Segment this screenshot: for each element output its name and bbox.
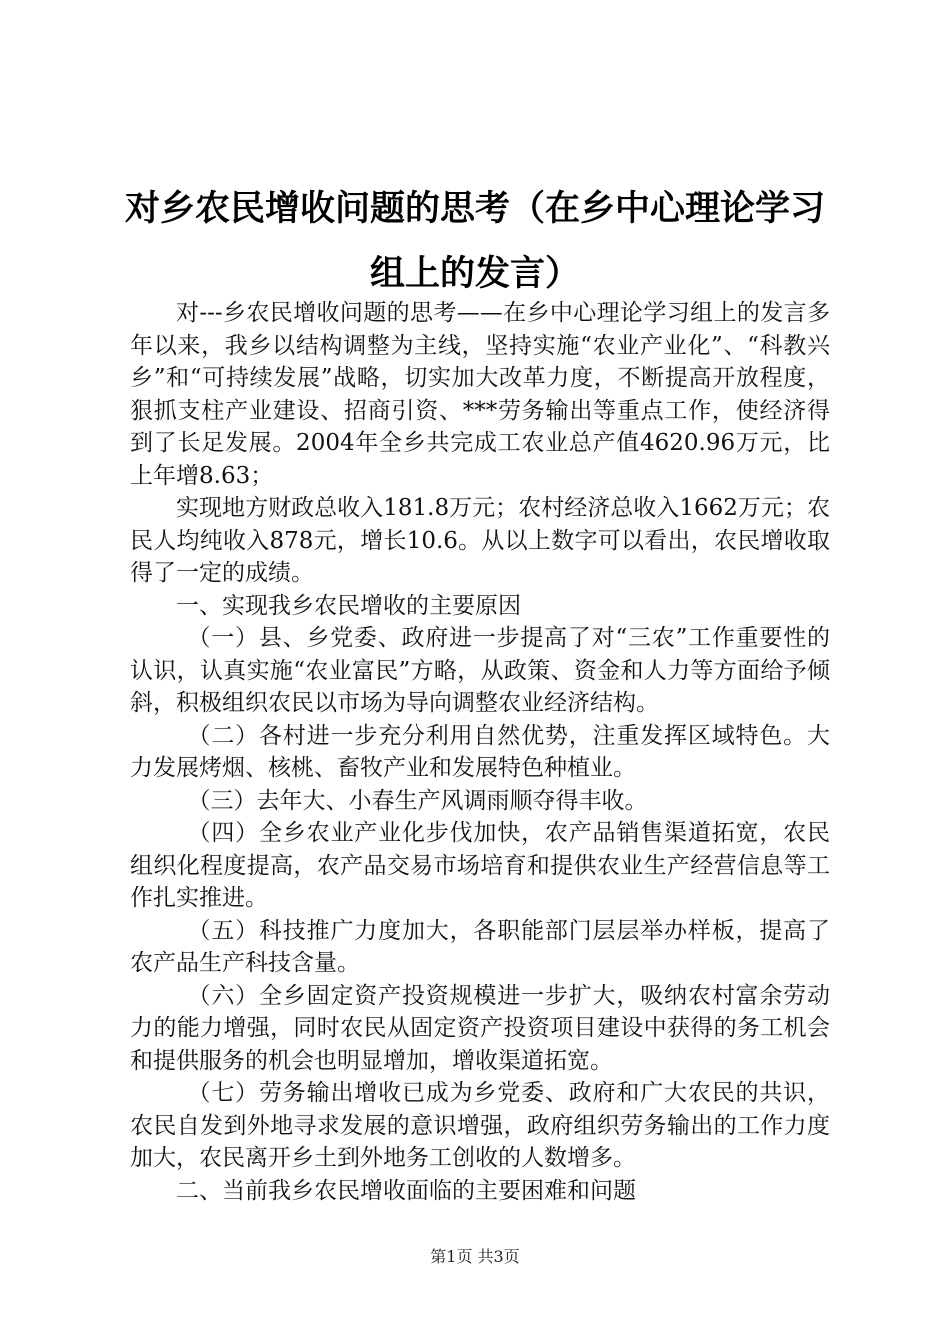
- document-title: [110, 176, 840, 306]
- list-item-2: （二）各村进一步充分利用自然优势，注重发挥区域特色。大力发展烤烟、核桃、畜牧产业和发展特色种植业。: [130, 722, 830, 781]
- document-body: [130, 297, 830, 1207]
- page-footer: 第1页 共3页: [430, 1247, 520, 1266]
- list-item-7: （七）劳务输出增收已成为乡党委、政府和广大农民的共识，农民自发到外地寻求发展的意识增强，政府组织劳务输出的工作力度加大，农民离开乡土到外地务工创收的人数增多。: [130, 1080, 830, 1171]
- list-item-3: （三）去年大、小春生产风调雨顺夺得丰收。: [187, 787, 648, 814]
- title-line-2: 组上的发言）: [369, 253, 580, 294]
- section-heading-1: 一、实现我乡农民增收的主要原因: [176, 592, 521, 619]
- list-item-4: （四）全乡农业产业化步伐加快，农产品销售渠道拓宽，农民组织化程度提高，农产品交易市场培育和提供农业生产经营信息等工作扎实推进。: [130, 820, 830, 911]
- paragraph-intro: 对---乡农民增收问题的思考——在乡中心理论学习组上的发言多年以来，我乡以结构调整为主线，坚持实施“农业产业化”、“科教兴乡”和“可持续发展”战略，切实加大改革力度，不断提高开放程度，狠抓支柱产业建设、招商引资、***劳务输出等重点工作，使经济得到了长足发展。2004年全乡共完成工农业总产值4620.96万元，比上年增8.63；: [130, 300, 830, 489]
- list-item-1: （一）县、乡党委、政府进一步提高了对“三农”工作重要性的认识，认真实施“农业富民”方略，从政策、资金和人力等方面给予倾斜，积极组织农民以市场为导向调整农业经济结构。: [130, 625, 830, 716]
- list-item-5: （五）科技推广力度加大，各职能部门层层举办样板，提高了农产品生产科技含量。: [130, 917, 830, 976]
- title-line-1: 对乡农民增收问题的思考（在乡中心理论学习: [124, 188, 825, 229]
- list-item-6: （六）全乡固定资产投资规模进一步扩大，吸纳农村富余劳动力的能力增强，同时农民从固定资产投资项目建设中获得的务工机会和提供服务的机会也明显增加，增收渠道拓宽。: [130, 982, 830, 1074]
- section-heading-2: 二、当前我乡农民增收面临的主要困难和问题: [176, 1177, 636, 1204]
- paragraph-income: 实现地方财政总收入181.8万元；农村经济总收入1662万元；农民人均纯收入878元，增长10.6。从以上数字可以看出，农民增收取得了一定的成绩。: [130, 495, 830, 586]
